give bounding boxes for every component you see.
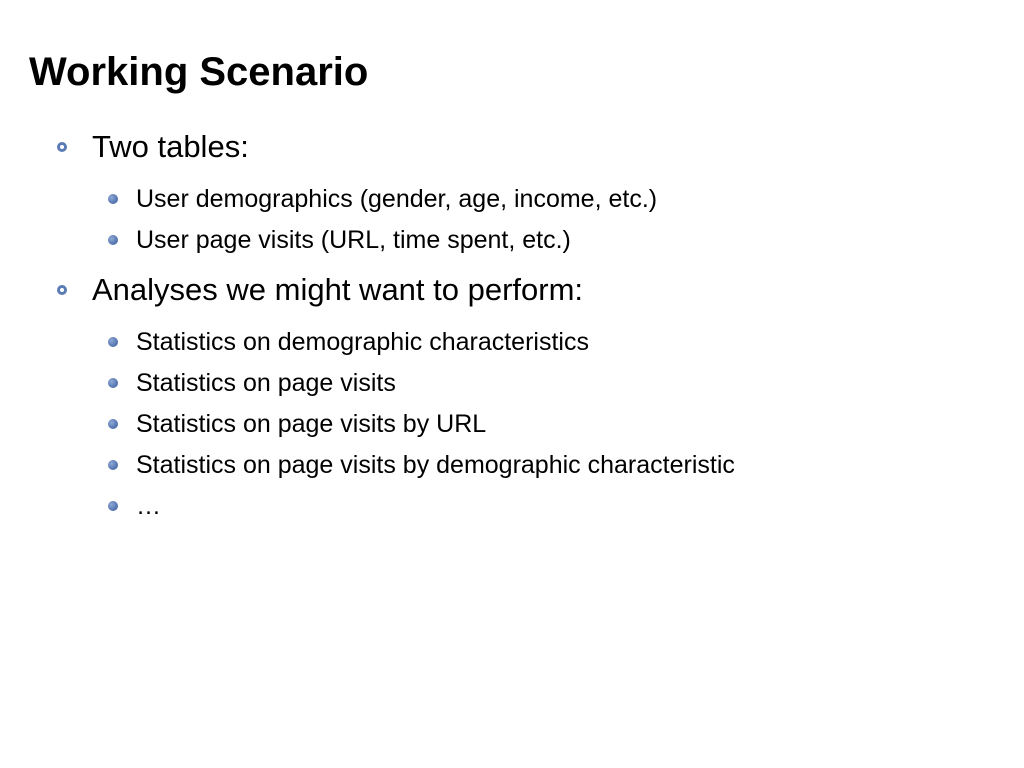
dot-bullet-icon [108,460,118,470]
sub-bullet-text: Statistics on page visits [136,369,396,397]
sub-bullet-item [0,368,1000,398]
sub-bullet-item [0,450,1000,480]
sub-bullet-item [0,409,1000,439]
bullet-item [0,272,1000,308]
sub-bullet-text: User page visits (URL, time spent, etc.) [136,226,571,254]
sub-bullet-item [0,491,1000,521]
ring-bullet-icon [57,285,67,295]
dot-bullet-icon [108,501,118,511]
sub-bullet-item [0,225,1000,255]
sub-bullet-text: Statistics on page visits by demographic characteristic [136,451,735,479]
ring-bullet-icon [57,142,67,152]
bullet-text: Two tables: [92,129,249,164]
dot-bullet-icon [108,378,118,388]
dot-bullet-icon [108,337,118,347]
sub-bullet-item [0,184,1000,214]
dot-bullet-icon [108,235,118,245]
sub-bullet-item [0,327,1000,357]
bullet-text: Analyses we might want to perform: [92,272,584,307]
sub-bullet-text: User demographics (gender, age, income, etc.) [136,185,658,213]
dot-bullet-icon [108,194,118,204]
slide-title: Working Scenario [29,50,369,94]
bullet-item [0,129,1000,165]
sub-bullet-text: Statistics on page visits by URL [136,410,487,438]
dot-bullet-icon [108,419,118,429]
sub-bullet-text: … [136,492,161,520]
sub-bullet-text: Statistics on demographic characteristics [136,328,589,356]
